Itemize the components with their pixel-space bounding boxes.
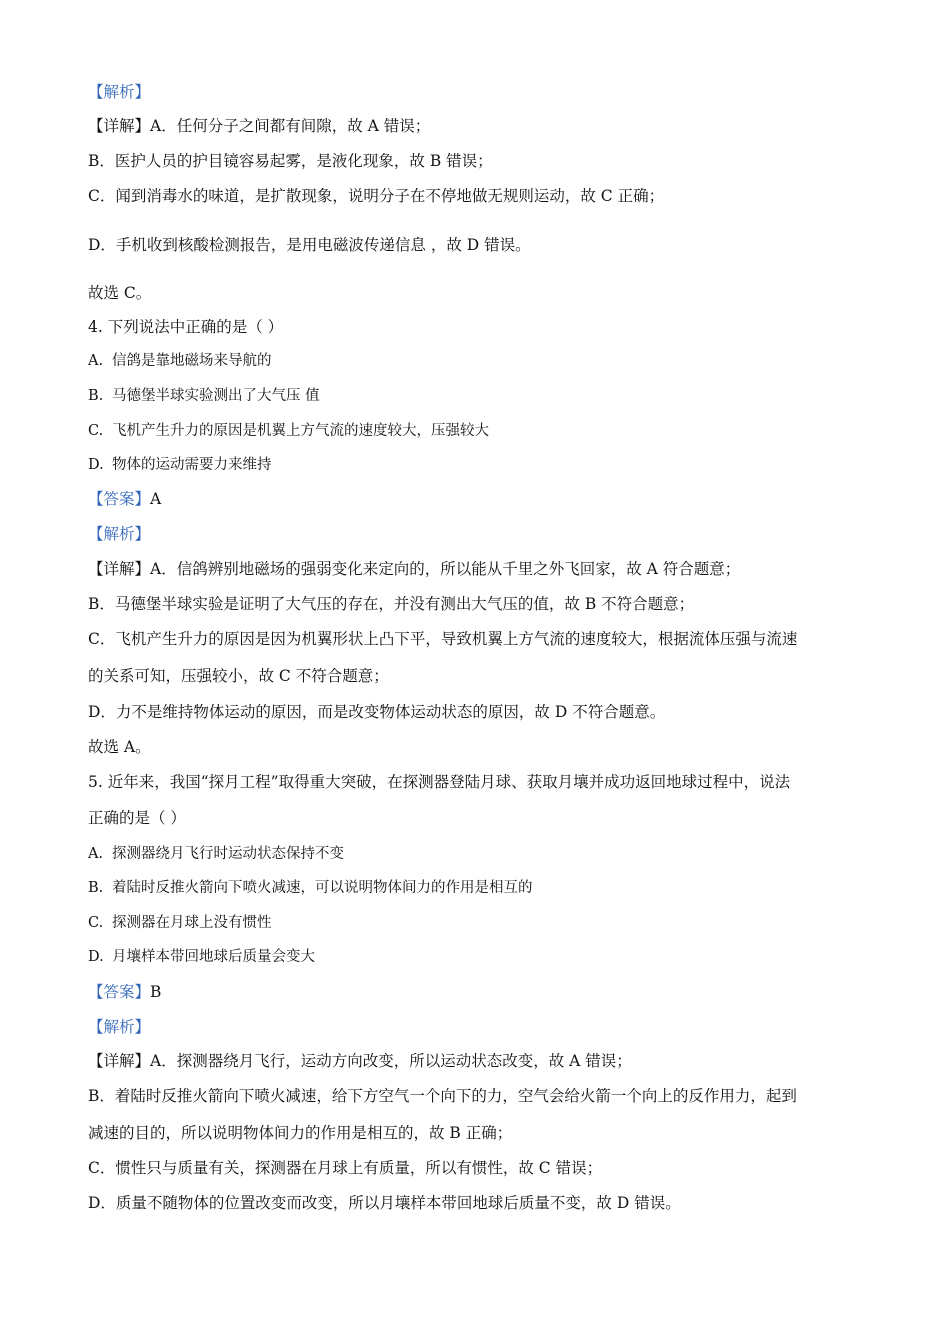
analysis-tag: 【解析】 <box>88 525 151 543</box>
option-a <box>88 350 890 372</box>
detail-line-c: C．惯性只与质量有关，探测器在月球上有质量，所以有惯性，故 C 错误； <box>88 1159 603 1177</box>
detail-tag: 【详解】 <box>88 117 151 135</box>
option-d <box>88 946 890 968</box>
question-5-stem: 5. 近年来，我国“探月工程”取得重大突破，在探测器登陆月球、获取月壤并成功返回地球过程中，说法 <box>88 773 791 791</box>
detail-tag: 【详解】 <box>88 1052 151 1070</box>
detail-line-c: C．闻到消毒水的味道，是扩散现象，说明分子在不停地做无规则运动，故 C 正确； <box>88 187 665 205</box>
detail-line-b: B．着陆时反推火箭向下喷火减速，给下方空气一个向下的力，空气会给火箭一个向上的反作用力，起到 <box>88 1087 797 1105</box>
detail-line-b-cont: 减速的目的，所以说明物体间力的作用是相互的，故 B 正确； <box>88 1124 513 1142</box>
answer-line <box>88 981 890 1003</box>
answer-tag: 【答案】 <box>88 983 151 1001</box>
option-text: 探测器在月球上没有惯性 <box>112 915 272 931</box>
option-letter: A. <box>88 353 104 369</box>
option-text: 信鸽是靠地磁场来导航的 <box>112 353 272 369</box>
option-letter: B. <box>88 388 104 404</box>
answer-line <box>88 488 890 510</box>
detail-text: A．任何分子之间都有间隙，故 A 错误； <box>150 117 431 135</box>
option-text: 探测器绕月飞行时运动状态保持不变 <box>112 846 344 862</box>
option-text: 马德堡半球实验测出了大气压 值 <box>112 388 320 404</box>
option-b <box>88 385 890 407</box>
analysis-heading <box>88 81 890 103</box>
detail-line-a <box>88 1050 890 1072</box>
option-text: 月壤样本带回地球后质量会变大 <box>112 949 315 965</box>
option-d <box>88 454 890 476</box>
option-letter: C. <box>88 423 104 439</box>
option-letter: A. <box>88 846 104 862</box>
option-letter: D. <box>88 457 104 473</box>
detail-line-b: B．马德堡半球实验是证明了大气压的存在，并没有测出大气压的值，故 B 不符合题意； <box>88 595 695 613</box>
option-letter: B. <box>88 880 104 896</box>
detail-line-c-cont: 的关系可知，压强较小，故 C 不符合题意； <box>88 667 389 685</box>
detail-tag: 【详解】 <box>88 560 151 578</box>
option-b <box>88 877 890 899</box>
option-text: 飞机产生升力的原因是机翼上方气流的速度较大，压强较大 <box>112 423 489 439</box>
option-text: 着陆时反推火箭向下喷火减速，可以说明物体间力的作用是相互的 <box>112 880 533 896</box>
option-c <box>88 420 890 442</box>
option-letter: C. <box>88 915 104 931</box>
detail-text: A．探测器绕月飞行，运动方向改变，所以运动状态改变，故 A 错误； <box>150 1052 632 1070</box>
analysis-tag: 【解析】 <box>88 1018 151 1036</box>
detail-line-b: B．医护人员的护目镜容易起雾，是液化现象，故 B 错误； <box>88 152 493 170</box>
detail-line-d: D．力不是维持物体运动的原因，而是改变物体运动状态的原因，故 D 不符合题意。 <box>88 703 666 721</box>
option-c <box>88 912 890 934</box>
conclusion: 故选 A。 <box>88 738 151 756</box>
analysis-heading <box>88 523 890 545</box>
question-5-stem-cont: 正确的是（ ） <box>88 809 186 827</box>
detail-line-d: D．手机收到核酸检测报告，是用电磁波传递信息 ，故 D 错误。 <box>88 236 531 254</box>
analysis-heading <box>88 1016 890 1038</box>
analysis-tag: 【解析】 <box>88 83 151 101</box>
option-text: 物体的运动需要力来维持 <box>112 457 272 473</box>
conclusion: 故选 C。 <box>88 284 152 302</box>
question-4-stem: 4. 下列说法中正确的是（ ） <box>88 318 284 336</box>
option-a <box>88 843 890 865</box>
detail-line-c: C．飞机产生升力的原因是因为机翼形状上凸下平，导致机翼上方气流的速度较大，根据流体压强与流速 <box>88 630 798 648</box>
option-letter: D. <box>88 949 104 965</box>
detail-line-a <box>88 558 890 580</box>
detail-line-a <box>88 115 890 137</box>
answer-value: A <box>150 490 162 508</box>
answer-tag: 【答案】 <box>88 490 151 508</box>
detail-text: A．信鸽辨别地磁场的强弱变化来定向的，所以能从千里之外飞回家，故 A 符合题意； <box>150 560 741 578</box>
answer-value: B <box>150 983 162 1001</box>
detail-line-d: D．质量不随物体的位置改变而改变，所以月壤样本带回地球后质量不变，故 D 错误。 <box>88 1194 681 1212</box>
